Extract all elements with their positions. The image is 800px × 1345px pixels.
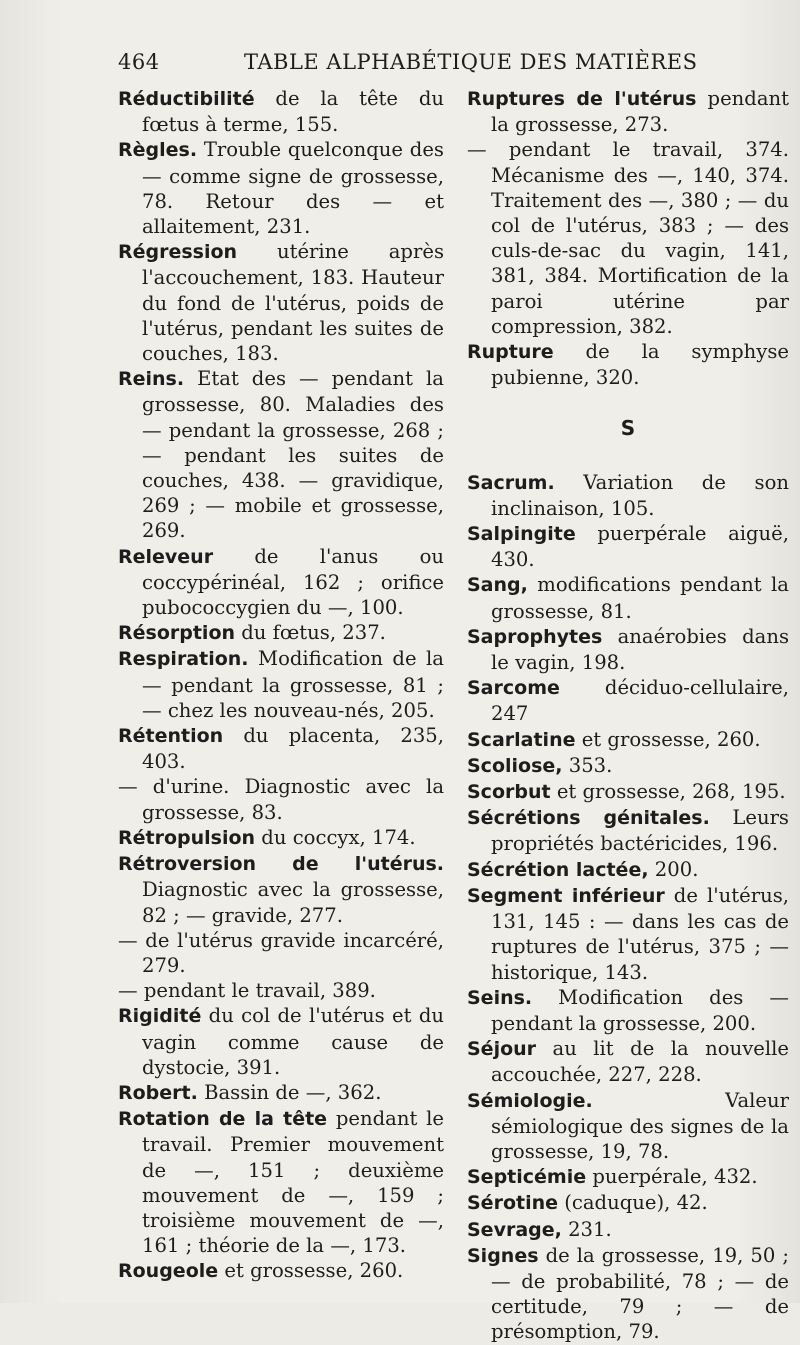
index-entry: [467, 779, 789, 805]
index-entry: [467, 1088, 789, 1165]
index-entry: [118, 86, 444, 137]
index-term: Réductibilité: [118, 88, 255, 110]
index-term: Rigidité: [118, 1005, 202, 1028]
index-references: de l'anus ou coccypérinéal, 162 ; orifice pubococcygien du —, 100.: [142, 544, 444, 620]
index-term: Robert.: [118, 1081, 198, 1104]
index-term: Respiration.: [118, 648, 249, 671]
index-references: et grossesse, 260.: [218, 1259, 404, 1283]
index-references: déciduo-cellulaire, 247: [491, 676, 789, 726]
index-entry: [118, 239, 444, 366]
index-column-right: [467, 86, 789, 1345]
index-term: Résorption: [118, 622, 236, 645]
index-references: modifications pendant la grossesse, 81.: [491, 573, 789, 623]
index-term: Segment inférieur: [467, 884, 665, 907]
index-term: Règles.: [118, 139, 198, 162]
index-term: Releveur: [118, 545, 214, 568]
index-term: Sémiologie.: [467, 1089, 593, 1112]
index-references: 231.: [561, 1217, 612, 1241]
index-references: du fœtus, 237.: [235, 621, 386, 645]
index-entry: [467, 1243, 789, 1345]
index-entry: [467, 1190, 789, 1216]
running-title: TABLE ALPHABÉTIQUE DES MATIÈRES: [244, 50, 698, 74]
index-references: au lit de la nouvelle accouchée, 227, 228.: [491, 1037, 789, 1087]
index-entry: [118, 137, 444, 239]
index-term: Reins.: [118, 368, 185, 391]
index-term: Salpingite: [467, 523, 576, 546]
index-entry: [467, 883, 789, 985]
index-term: Rétroversion de l'utérus.: [118, 853, 444, 876]
index-entry: [467, 985, 789, 1036]
index-term: Scarlatine: [467, 728, 576, 751]
index-entry: [118, 978, 444, 1003]
index-entry: [467, 727, 789, 753]
index-term: Rougeole: [118, 1260, 219, 1283]
index-entry: [118, 544, 444, 621]
index-entry: [467, 470, 789, 521]
index-term: Ruptures de l'utérus: [467, 88, 697, 110]
index-references: 200.: [648, 857, 699, 881]
index-term: Rétropulsion: [118, 826, 256, 849]
index-references: et grossesse, 268, 195.: [550, 780, 786, 804]
index-references: pendant la grossesse, 273.: [491, 87, 789, 137]
index-references: Modification des — pendant la grossesse, 200.: [491, 985, 789, 1035]
index-term: Scorbut: [467, 781, 551, 804]
index-term: Saprophytes: [467, 625, 603, 648]
index-entry: [118, 774, 444, 824]
index-entry: [467, 1164, 789, 1190]
index-references: Leurs propriétés bactéricides, 196.: [491, 806, 789, 856]
index-references: et grossesse, 260.: [575, 727, 761, 751]
index-references: Trouble quelconque des — comme signe de grossesse, 78. Retour des — et allaitement, 231.: [142, 138, 444, 239]
index-entry: [118, 620, 444, 646]
index-entry: [118, 1258, 444, 1284]
index-term: Sacrum.: [467, 471, 555, 494]
index-term: Signes: [467, 1244, 539, 1267]
index-references: de l'utérus, 131, 145 : — dans les cas de ruptures de l'utérus, 375 ; — historique, 143.: [491, 883, 790, 984]
index-entry: [467, 339, 789, 390]
index-entry: [118, 646, 444, 723]
index-entry: [467, 572, 789, 623]
index-references: utérine après l'accouchement, 183. Hauteur du fond de l'utérus, poids de l'utérus, pendant les suites de couches, 183.: [142, 240, 444, 366]
index-column-left: [118, 86, 444, 1285]
index-term: Sang,: [467, 574, 528, 597]
index-entries-r: [467, 86, 789, 390]
index-references: du col de l'utérus et du vagin comme cause de dystocie, 391.: [142, 1004, 444, 1079]
index-references: de la symphyse pubienne, 320.: [491, 340, 789, 390]
index-references: de la grossesse, 19, 50 ; — de probabilité, 78 ; — de certitude, 79 ; — de présomption, 79.: [491, 1243, 789, 1344]
index-term: Sérotine: [467, 1192, 559, 1215]
index-entry: [467, 86, 789, 137]
index-term: Septicémie: [467, 1166, 587, 1189]
page-number: 464: [118, 50, 160, 74]
index-entry: [118, 366, 444, 543]
index-term: Rotation de la tête: [118, 1108, 328, 1131]
index-references: (caduque), 42.: [558, 1191, 708, 1215]
index-entry: [467, 521, 789, 572]
page-header: [118, 50, 698, 90]
index-term: Seins.: [467, 986, 533, 1009]
index-entry: [118, 723, 444, 774]
index-term: Scoliose,: [467, 754, 563, 777]
index-entry: [467, 624, 789, 675]
index-entry: [118, 1080, 444, 1106]
index-term: Rupture: [467, 341, 554, 364]
index-references: pendant le travail. Premier mouvement de —, 151 ; deuxième mouvement de —, 159 ; troisième mouvement de —, 161 ; théorie de la —, 173.: [142, 1107, 444, 1258]
index-references: — pendant le travail, 389.: [118, 979, 376, 1003]
index-term: Sarcome: [467, 677, 560, 700]
index-references: du placenta, 235, 403.: [142, 724, 444, 774]
index-references: de la tête du fœtus à terme, 155.: [142, 87, 444, 137]
index-entry: [467, 137, 789, 339]
index-references: Etat des — pendant la grossesse, 80. Maladies des — pendant la grossesse, 268 ; — pendant les suites de couches, 438. — gravidique, 269 ; — mobile et grossesse, 269.: [142, 367, 444, 543]
index-references: Valeur sémiologique des signes de la grossesse, 19, 78.: [491, 1088, 789, 1163]
index-term: Régression: [118, 241, 238, 264]
index-term: Sécrétions génitales.: [467, 807, 710, 830]
index-entry: [118, 851, 444, 928]
index-entry: [467, 1036, 789, 1087]
index-entry: [467, 1217, 789, 1243]
index-references: Diagnostic avec la grossesse, 82 ; — gravide, 277.: [142, 878, 444, 927]
index-references: — de l'utérus gravide incarcéré, 279.: [118, 928, 444, 977]
index-term: Séjour: [467, 1038, 537, 1061]
index-entry: [118, 928, 444, 978]
index-entry: [467, 857, 789, 883]
index-references: — pendant le travail, 374. Mécanisme des —, 140, 374. Traitement des —, 380 ; — du col de l'utérus, 383 ; — des culs-de-sac du vagin, 141, 381, 384. Mortification de la paroi utérine par compression, 382.: [467, 138, 789, 338]
section-letter: S: [620, 416, 636, 441]
index-term: Sécrétion lactée,: [467, 858, 649, 881]
index-references: 353.: [562, 753, 613, 777]
index-references: Variation de son inclinaison, 105.: [491, 470, 789, 520]
index-references: du coccyx, 174.: [255, 825, 416, 849]
index-entry: [467, 675, 789, 726]
index-references: puerpérale aiguë, 430.: [491, 522, 789, 572]
index-entry: [118, 1003, 444, 1080]
index-references: Bassin de —, 362.: [197, 1080, 382, 1104]
index-entry: [467, 753, 789, 779]
index-entry: [118, 1106, 444, 1258]
index-references: puerpérale, 432.: [586, 1165, 758, 1189]
index-references: Modification de la — pendant la grossesse, 81 ; — chez les nouveau-nés, 205.: [142, 647, 444, 722]
index-entries-s: [467, 470, 789, 1345]
index-term: Rétention: [118, 725, 224, 748]
index-term: Sevrage,: [467, 1218, 562, 1241]
index-references: anaérobies dans le vagin, 198.: [491, 624, 789, 675]
index-references: — d'urine. Diagnostic avec la grossesse, 83.: [118, 775, 444, 824]
index-entry: [467, 805, 789, 856]
index-entry: [118, 825, 444, 851]
